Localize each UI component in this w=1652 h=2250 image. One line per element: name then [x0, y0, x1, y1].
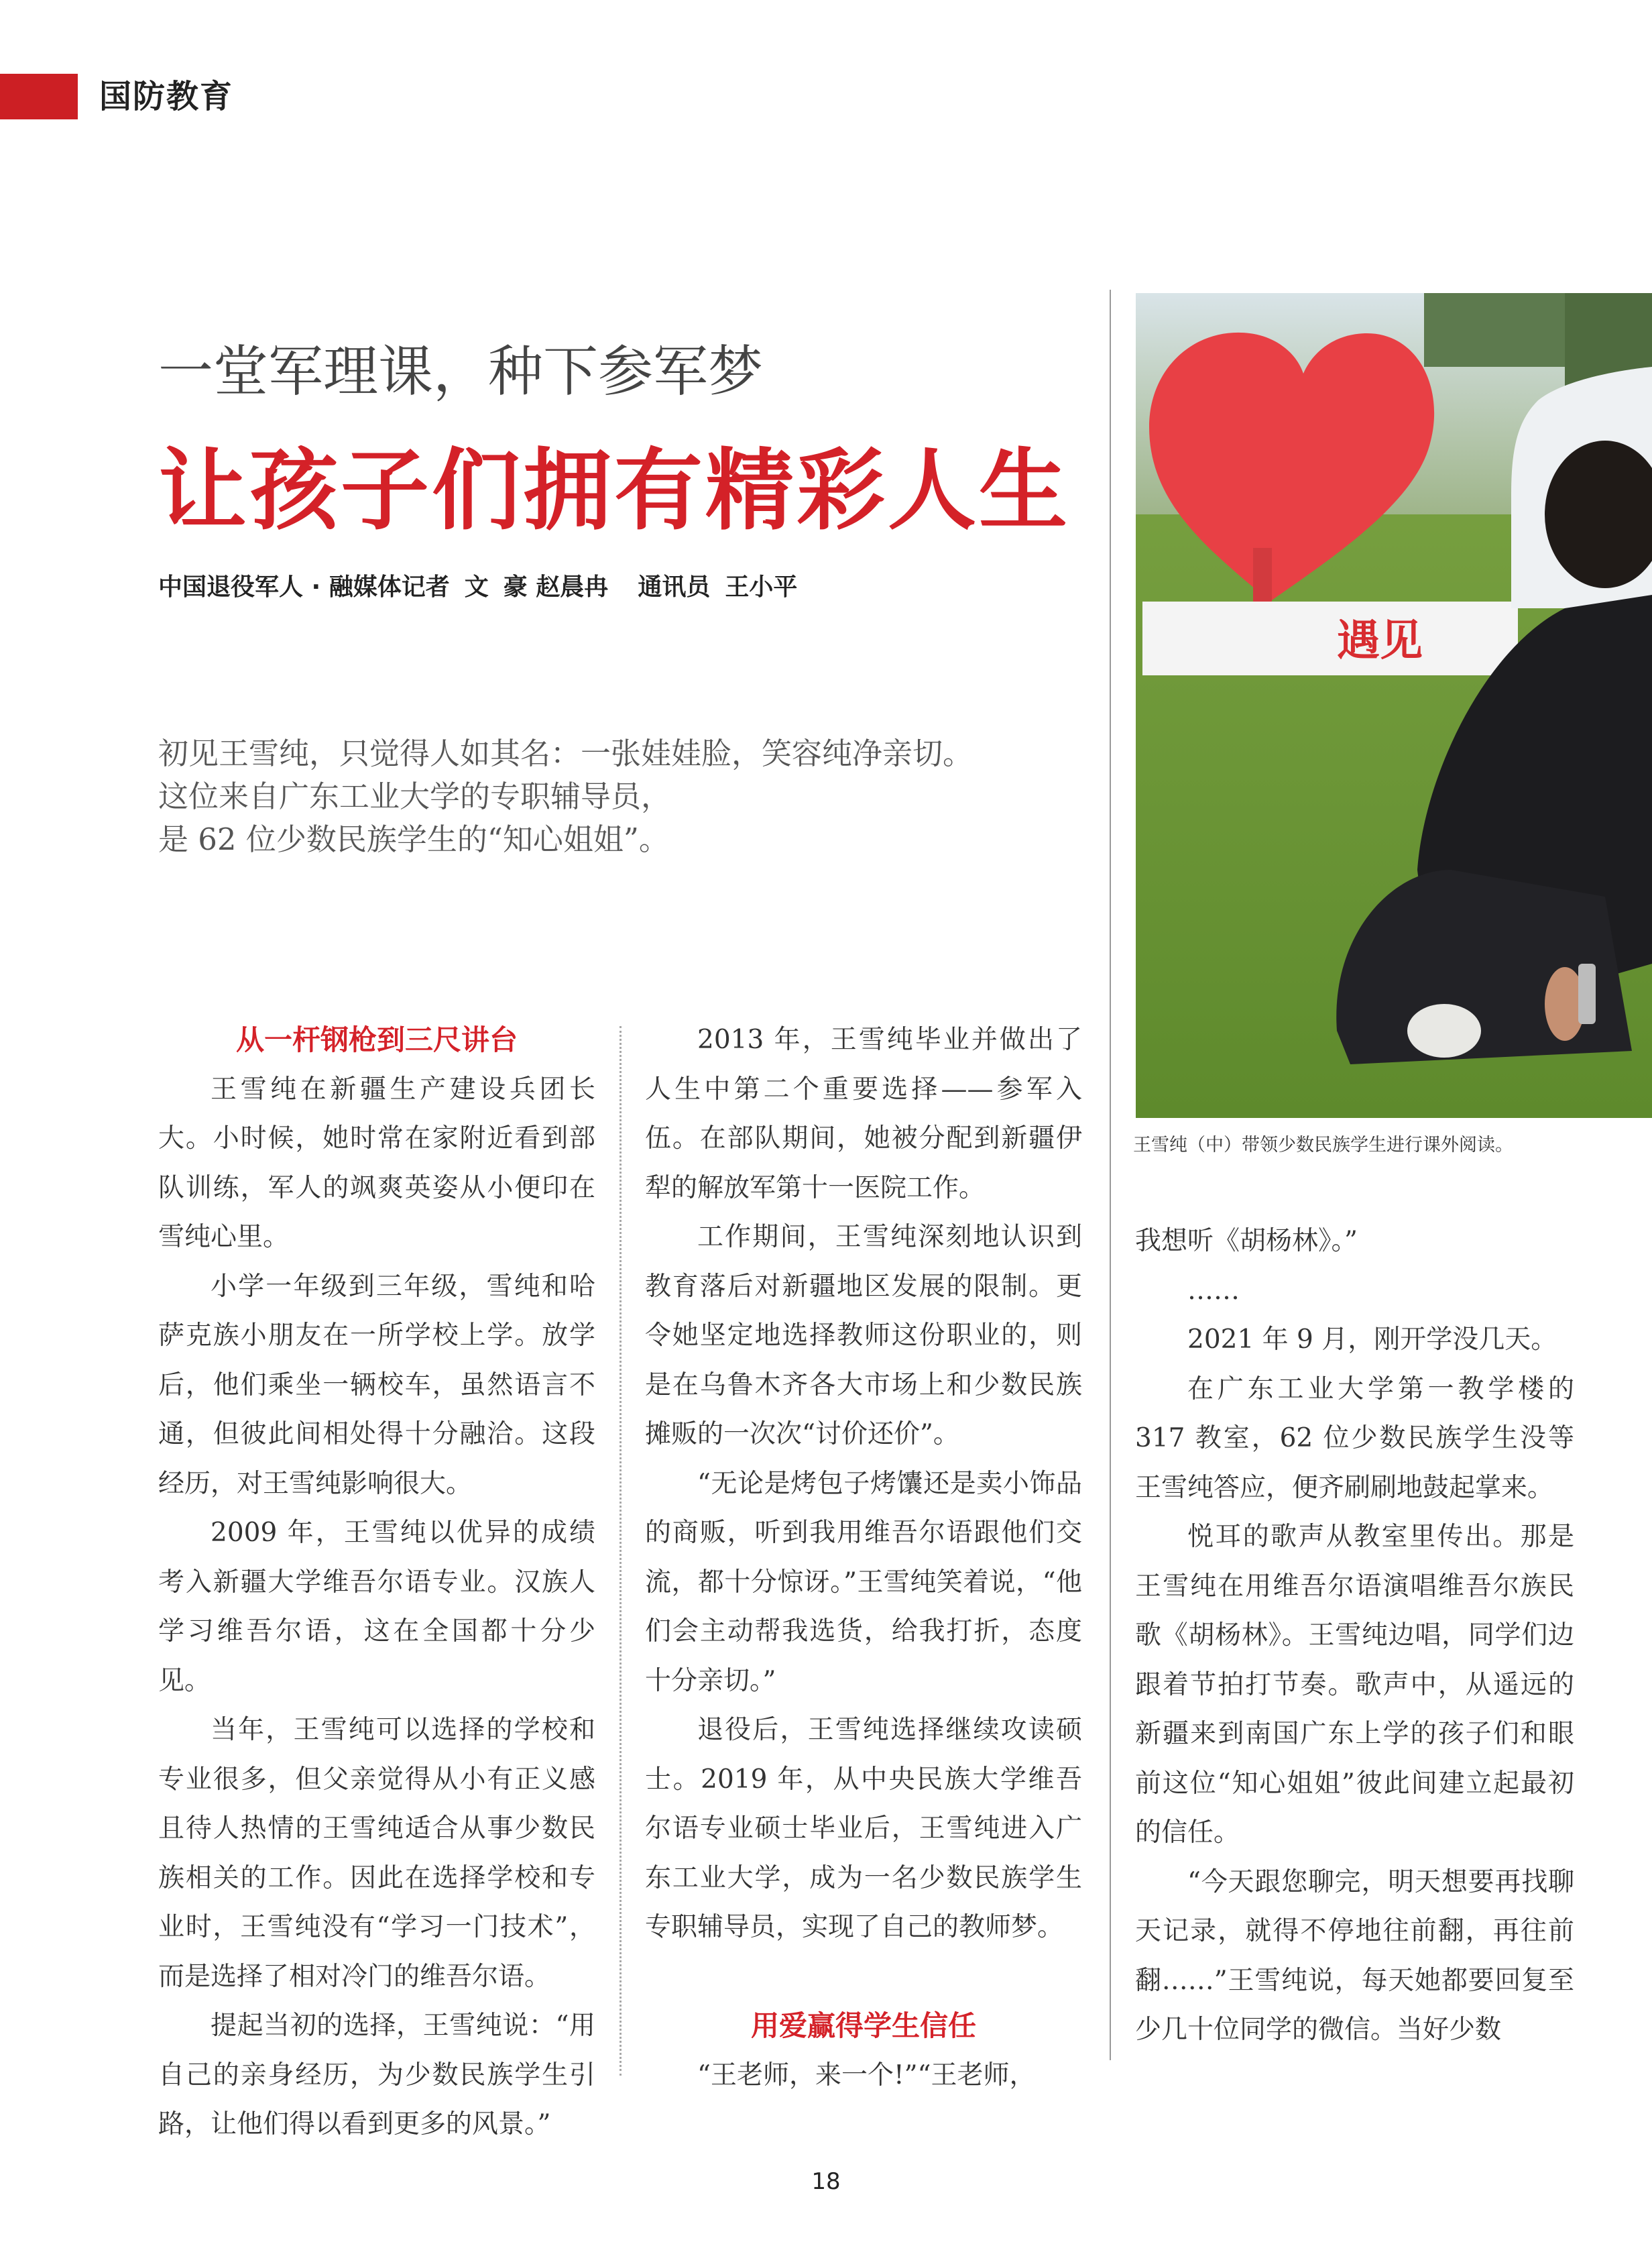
paragraph: 2013 年，王雪纯毕业并做出了人生中第二个重要选择——参军入伍。在部队期间，她被分配到新疆伊犁的解放军第十一医院工作。	[645, 1025, 1082, 1203]
section-color-bar	[0, 74, 78, 119]
paragraph: 小学一年级到三年级，雪纯和哈萨克族小朋友在一所学校上学。放学后，他们乘坐一辆校车，虽然语言不通，但彼此间相处得十分融洽。这段经历，对王雪纯影响很大。	[158, 1271, 595, 1499]
paragraph: 王雪纯在新疆生产建设兵团长大。小时候，她时常在家附近看到部队训练，军人的飒爽英姿从小便印在雪纯心里。	[158, 1074, 595, 1252]
column-divider-dotted	[620, 1026, 622, 2076]
byline-writer: 豪 赵晨冉	[503, 573, 609, 601]
section-heading: 用爱赢得学生信任	[750, 2009, 976, 2042]
byline-correspondent-label: 通讯员	[638, 573, 711, 601]
column-divider-photo	[1110, 290, 1111, 2060]
byline-org: 中国退役军人 · 融媒体记者	[158, 573, 450, 601]
section-label: 国防教育	[99, 78, 234, 115]
byline-correspondent: 王小平	[725, 573, 798, 601]
paragraph: 2021 年 9 月，刚开学没几天。	[1187, 1325, 1557, 1355]
paragraph: 提起当初的选择，王雪纯说：“用自己的亲身经历，为少数民族学生引路，让他们得以看到更多的风景。”	[158, 2011, 595, 2139]
body-column-1	[158, 1015, 595, 2149]
paragraph: “无论是烤包子烤馕还是卖小饰品的商贩，听到我用维吾尔语跟他们交流，都十分惊讶。”王雪纯笑着说，“他们会主动帮我选货，给我打折，态度十分亲切。”	[645, 1468, 1082, 1696]
intro-line: 是 62 位少数民族学生的“知心姐姐”。	[158, 822, 669, 857]
photo-caption: 王雪纯（中）带领少数民族学生进行课外阅读。	[1133, 1135, 1513, 1156]
page-number: 18	[811, 2168, 841, 2195]
article-intro	[158, 732, 1070, 861]
paragraph: 工作期间，王雪纯深刻地认识到教育落后对新疆地区发展的限制。更令她坚定地选择教师这份职业的，则是在乌鲁木齐各大市场上和少数民族摊贩的一次次“讨价还价”。	[645, 1222, 1082, 1449]
section-heading: 从一杆钢枪到三尺讲台	[235, 1023, 518, 1056]
photo-sign-text: 遇见	[1337, 616, 1423, 666]
article-photo	[1136, 293, 1652, 1118]
paragraph: “王老师，来一个!”“王老师，	[697, 2060, 1036, 2090]
paragraph: ……	[1187, 1275, 1240, 1306]
intro-line: 这位来自广东工业大学的专职辅导员，	[158, 779, 672, 814]
article-subtitle: 一堂军理课，种下参军梦	[158, 340, 764, 404]
article-title: 让孩子们拥有精彩人生	[158, 439, 1070, 543]
byline-writer-label: 文	[464, 573, 489, 601]
paragraph: 在广东工业大学第一教学楼的 317 教室，62 位少数民族学生没等王雪纯答应，便齐刷刷地鼓起掌来。	[1135, 1373, 1574, 1503]
paragraph: 悦耳的歌声从教室里传出。那是王雪纯在用维吾尔语演唱维吾尔族民歌《胡杨林》。王雪纯边唱，同学们边跟着节拍打节奏。歌声中，从遥远的新疆来到南国广东上学的孩子们和眼前这位“知心姐姐”彼此间建立起最初的信任。	[1135, 1522, 1574, 1848]
paragraph: 退役后，王雪纯选择继续攻读硕士。2019 年，从中央民族大学维吾尔语专业硕士毕业后，王雪纯进入广东工业大学，成为一名少数民族学生专职辅导员，实现了自己的教师梦。	[645, 1715, 1082, 1942]
paragraph: “今天跟您聊完，明天想要再找聊天记录，就得不停地往前翻，再往前翻……”王雪纯说，每天她都要回复至少几十位同学的微信。当好少数	[1135, 1866, 1574, 2045]
body-column-2	[645, 1015, 1082, 2100]
body-column-3	[1135, 1217, 1574, 2055]
paragraph: 2009 年，王雪纯以优异的成绩考入新疆大学维吾尔语专业。汉族人学习维吾尔语，这在全国都十分少见。	[158, 1518, 595, 1696]
intro-line: 初见王雪纯，只觉得人如其名：一张娃娃脸，笑容纯净亲切。	[158, 736, 973, 771]
paragraph: 当年，王雪纯可以选择的学校和专业很多，但父亲觉得从小有正义感且待人热情的王雪纯适合从事少数民族相关的工作。因此在选择学校和专业时，王雪纯没有“学习一门技术”，而是选择了相对冷门的维吾尔语。	[158, 1715, 595, 1992]
paragraph: 我想听《胡杨林》。”	[1135, 1226, 1358, 1256]
byline	[158, 570, 812, 605]
